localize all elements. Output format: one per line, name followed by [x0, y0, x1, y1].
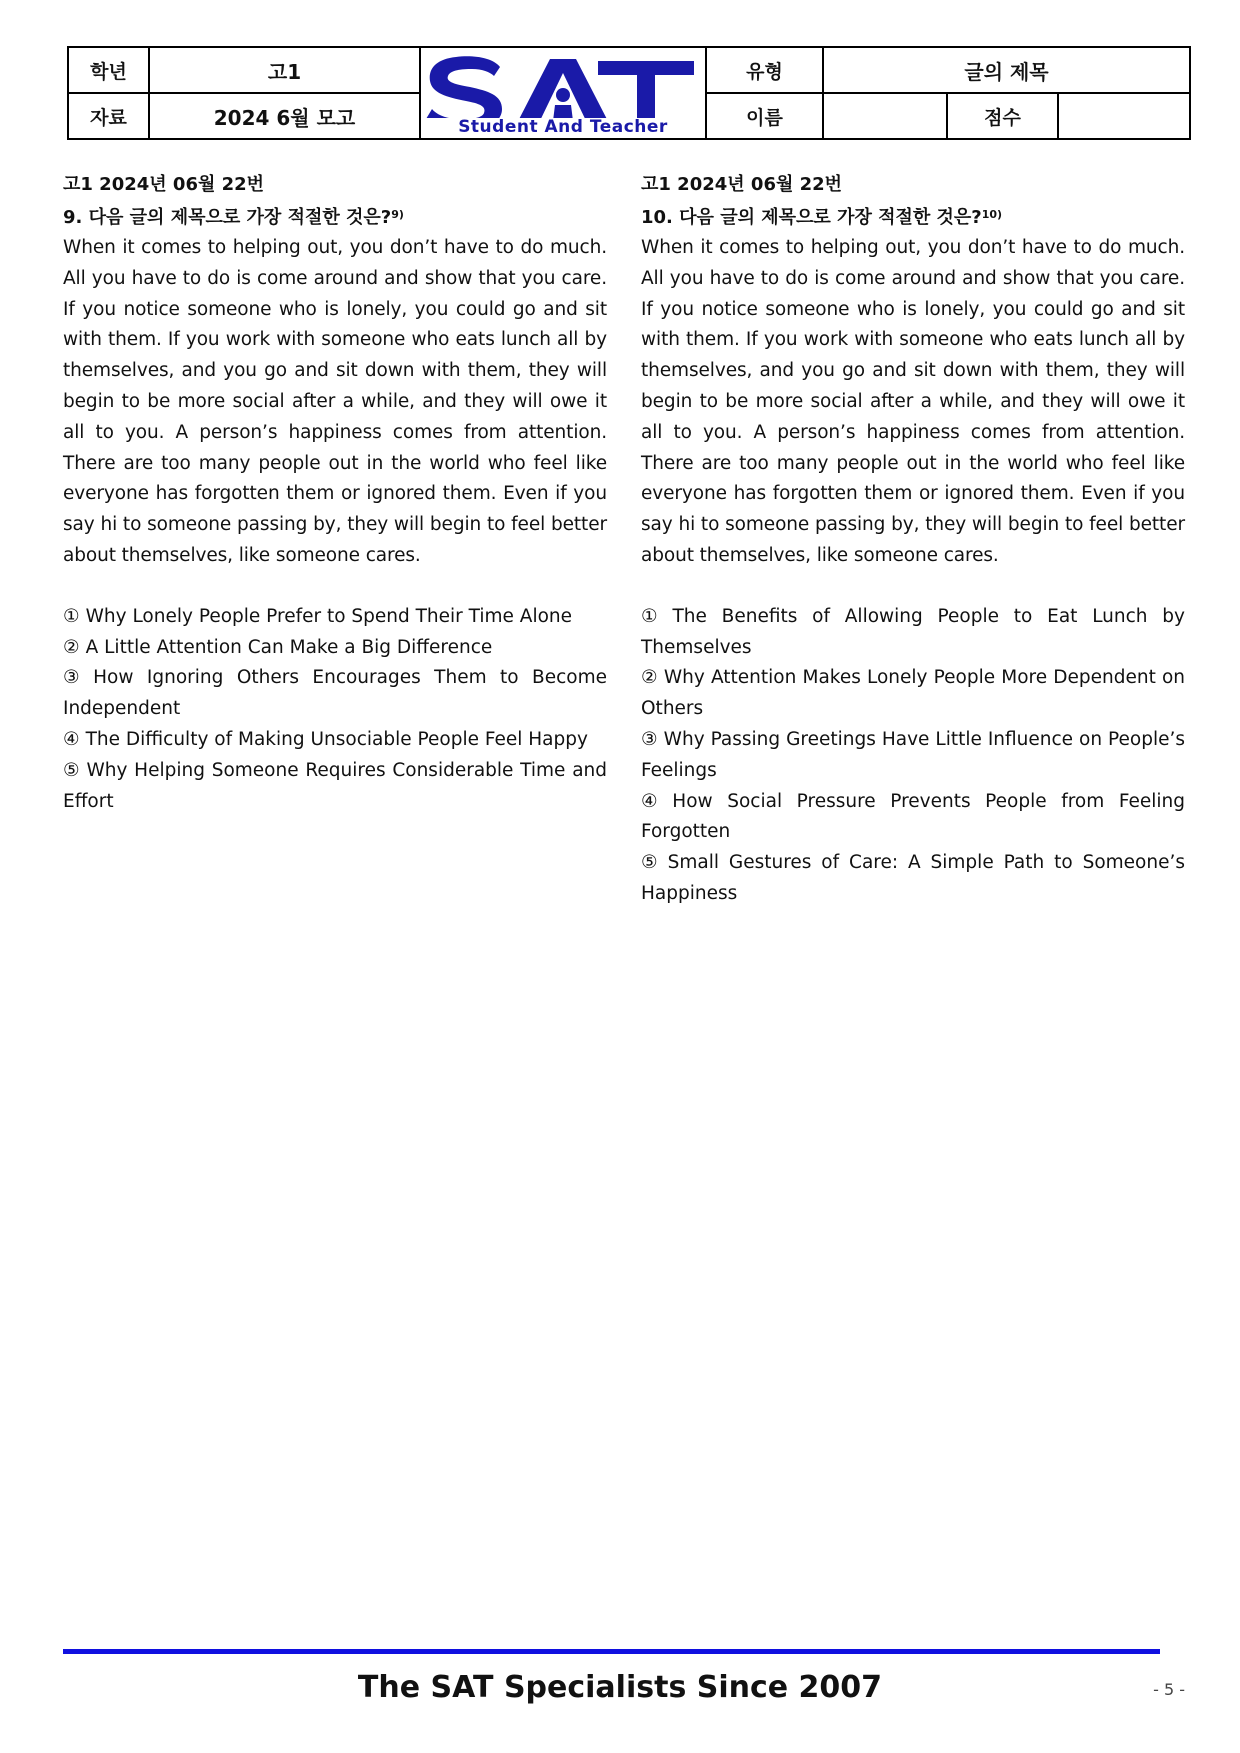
option-4[interactable]: [63, 725, 607, 756]
passage-text: When it comes to helping out, you don’t have to do much. All you have to do is come around and show that you care. If you notice someone who is lonely, you could go and sit with them. If you work with someone who eats lunch all by themselves, and you go and sit down with them, they will begin to be more social after a while, and they will owe it all to you. A person’s happiness comes from attention. There are too many people out in the world who feel like everyone has forgotten them or ignored them. Even if you say hi to someone passing by, they will begin to feel better about themselves, like someone cares.: [63, 237, 607, 566]
option-number: ⑤: [63, 759, 81, 781]
logo: [420, 47, 706, 139]
footnote-marker: 9): [391, 208, 404, 221]
option-text: Why Helping Someone Requires Considerable Time and Effort: [63, 759, 608, 812]
score-field[interactable]: [1058, 93, 1190, 139]
score-label: 점수: [947, 93, 1058, 139]
question-source: 고1 2024년 06월 22번: [641, 174, 843, 195]
option-text: A Little Attention Can Make a Big Difference: [85, 636, 493, 658]
passage-text: When it comes to helping out, you don’t have to do much. All you have to do is come around and show that you care. If you notice someone who is lonely, you could go and sit with them. If you work with someone who eats lunch all by themselves, and you go and sit down with them, they will begin to be more social after a while, and they will owe it all to you. A person’s happiness comes from attention. There are too many people out in the world who feel like everyone has forgotten them or ignored them. Even if you say hi to someone passing by, they will begin to feel better about themselves, like someone cares.: [641, 237, 1185, 566]
option-text: Why Passing Greetings Have Little Influence on People’s Feelings: [641, 728, 1185, 781]
option-number: ①: [63, 605, 80, 627]
option-text: How Social Pressure Prevents People from Feeling Forgotten: [641, 790, 1185, 843]
option-3[interactable]: [63, 663, 607, 725]
name-label: 이름: [706, 93, 823, 139]
option-1[interactable]: [63, 602, 607, 633]
option-number: ④: [63, 728, 80, 750]
option-text: Why Lonely People Prefer to Spend Their Time Alone: [85, 605, 573, 627]
footer-divider: [63, 1649, 1160, 1654]
option-number: ③: [63, 667, 88, 689]
option-number: ⑤: [641, 852, 662, 874]
header-table: [67, 46, 1191, 140]
answer-options: [641, 602, 1185, 910]
option-text: How Ignoring Others Encourages Them to Become Independent: [63, 667, 607, 720]
option-number: ④: [641, 790, 667, 812]
page-number: - 5 -: [1153, 1680, 1185, 1699]
option-number: ③: [641, 728, 658, 750]
footnote-marker: 10): [981, 208, 1003, 221]
question-10: [641, 170, 1185, 910]
option-3[interactable]: [641, 725, 1185, 787]
name-field[interactable]: [823, 93, 947, 139]
option-1[interactable]: [641, 602, 1185, 664]
option-text: The Benefits of Allowing People to Eat Lunch by Themselves: [641, 605, 1185, 658]
question-title-text: 10. 다음 글의 제목으로 가장 적절한 것은?: [641, 207, 982, 228]
option-text: Why Attention Makes Lonely People More Dependent on Others: [641, 667, 1186, 720]
option-number: ①: [641, 605, 667, 627]
option-5[interactable]: [641, 848, 1185, 910]
grade-label: 학년: [68, 47, 149, 93]
option-number: ②: [63, 636, 80, 658]
footer-slogan: The SAT Specialists Since 2007: [357, 1670, 883, 1705]
option-4[interactable]: [641, 787, 1185, 849]
option-text: Small Gestures of Care: A Simple Path to Someone’s Happiness: [641, 852, 1185, 904]
question-source: 고1 2024년 06월 22번: [63, 174, 265, 195]
option-2[interactable]: [63, 633, 607, 664]
logo-subtitle: Student And Teacher: [423, 118, 703, 136]
grade-value: 고1: [149, 47, 420, 93]
type-label: 유형: [706, 47, 823, 93]
material-value: 2024 6월 모고: [149, 93, 420, 139]
question-title: [641, 200, 1185, 233]
question-title: [63, 200, 607, 233]
option-2[interactable]: [641, 663, 1185, 725]
option-text: The Difficulty of Making Unsociable People Feel Happy: [85, 728, 588, 750]
type-value: 글의 제목: [823, 47, 1190, 93]
option-number: ②: [641, 667, 658, 689]
answer-options: [63, 602, 607, 818]
option-5[interactable]: [63, 756, 607, 818]
material-label: 자료: [68, 93, 149, 139]
question-9: [63, 170, 607, 817]
question-title-text: 9. 다음 글의 제목으로 가장 적절한 것은?: [63, 207, 392, 228]
